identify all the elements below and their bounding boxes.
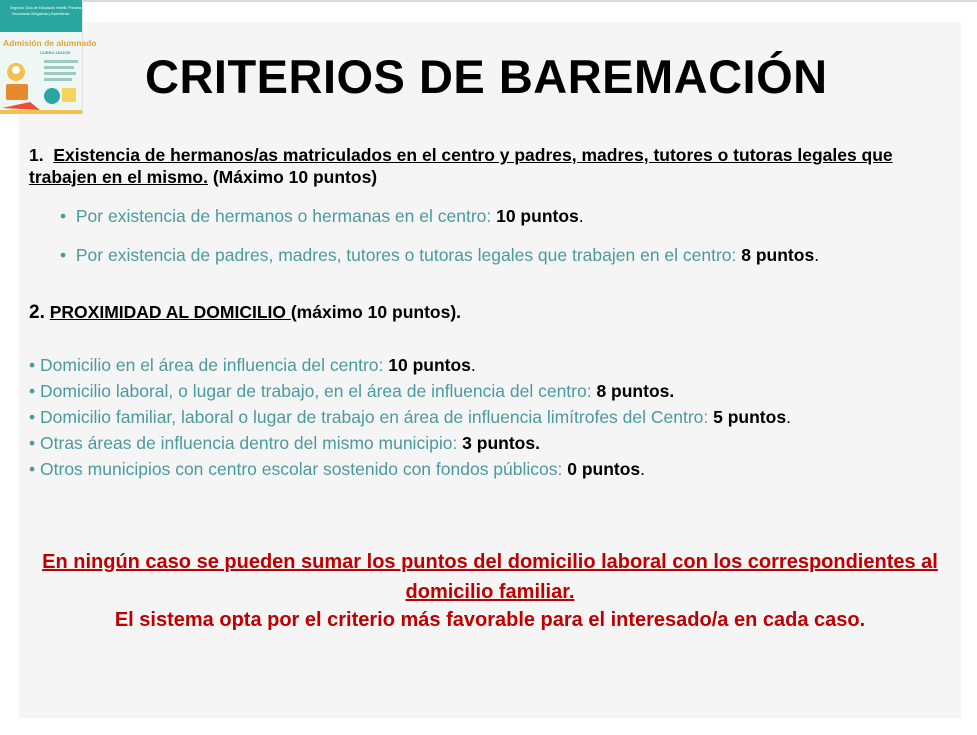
section2-item — [29, 354, 476, 376]
item-end: . — [470, 355, 476, 375]
bullet-icon: • — [29, 459, 36, 479]
section1-item — [60, 205, 584, 227]
poster-title: Admisión de alumnado — [3, 38, 97, 48]
item-text: Domicilio familiar, laboral o lugar de trabajo en área de influencia limítrofes del Centro: — [40, 407, 714, 427]
bullet-icon: • — [29, 433, 36, 453]
section1-item — [60, 244, 819, 266]
section2-number: 2. — [29, 302, 45, 323]
item-end: . — [578, 206, 584, 226]
section2-heading — [29, 301, 461, 324]
item-points: 10 puntos — [388, 355, 471, 375]
item-end: . — [786, 407, 791, 427]
section2-item — [29, 458, 645, 480]
warning-line1: En ningún caso se pueden sumar los puntos del domicilio laboral con los correspondientes al — [42, 551, 938, 573]
poster-curso: CURSO 2024/25 — [40, 50, 71, 55]
item-points: 3 puntos. — [462, 433, 540, 453]
section2-suffix: (máximo 10 puntos). — [290, 302, 462, 322]
warning-line3: El sistema opta por el criterio más favorable para el interesado/a en cada caso. — [114, 609, 866, 631]
item-text: Por existencia de padres, madres, tutores o tutoras legales que trabajen en el centro: — [75, 245, 742, 265]
admission-poster-thumbnail — [0, 0, 97, 114]
item-points: 8 puntos — [741, 245, 815, 265]
bullet-icon: • — [60, 245, 67, 265]
poster-header-band — [0, 0, 82, 32]
poster-header-line2: Secundaria Obligatoria y Bachillerato — [12, 12, 70, 16]
bullet-icon: • — [29, 381, 36, 401]
bullet-icon: • — [60, 206, 67, 226]
bullet-icon: • — [29, 355, 36, 375]
item-points: 0 puntos — [567, 459, 641, 479]
item-text: Domicilio en el área de influencia del centro: — [40, 355, 389, 375]
item-points: 10 puntos — [496, 206, 579, 226]
section2-title: PROXIMIDAD AL DOMICILIO — [49, 302, 291, 322]
section2-item — [29, 380, 674, 402]
item-end: . — [814, 245, 820, 265]
item-text: Por existencia de hermanos o hermanas en el centro: — [75, 206, 497, 226]
item-text: Otras áreas de influencia dentro del mismo municipio: — [40, 433, 463, 453]
item-text: Domicilio laboral, o lugar de trabajo, en el área de influencia del centro: — [40, 381, 597, 401]
top-divider — [0, 0, 977, 2]
section2-item — [29, 432, 540, 454]
section1-suffix: (Máximo 10 puntos) — [207, 167, 378, 187]
section1-heading — [29, 144, 929, 188]
item-text: Otros municipios con centro escolar sostenido con fondos públicos: — [40, 459, 568, 479]
bullet-icon: • — [29, 407, 36, 427]
poster-header-line1: Segundo Ciclo de Educación Infantil, Primaria, — [10, 6, 83, 10]
item-points: 8 puntos. — [596, 381, 675, 401]
section2-item — [29, 406, 791, 428]
page-title: CRITERIOS DE BAREMACIÓN — [145, 50, 828, 103]
poster-illustration — [0, 56, 82, 114]
item-points: 5 puntos — [713, 407, 787, 427]
section1-title: Existencia de hermanos/as matriculados en el centro y padres, madres, tutores o tutoras legales que trabajen en el mismo. — [29, 145, 893, 187]
warning-line2: domicilio familiar. — [405, 581, 575, 603]
section1-number: 1. — [29, 145, 44, 165]
item-end: . — [640, 459, 646, 479]
